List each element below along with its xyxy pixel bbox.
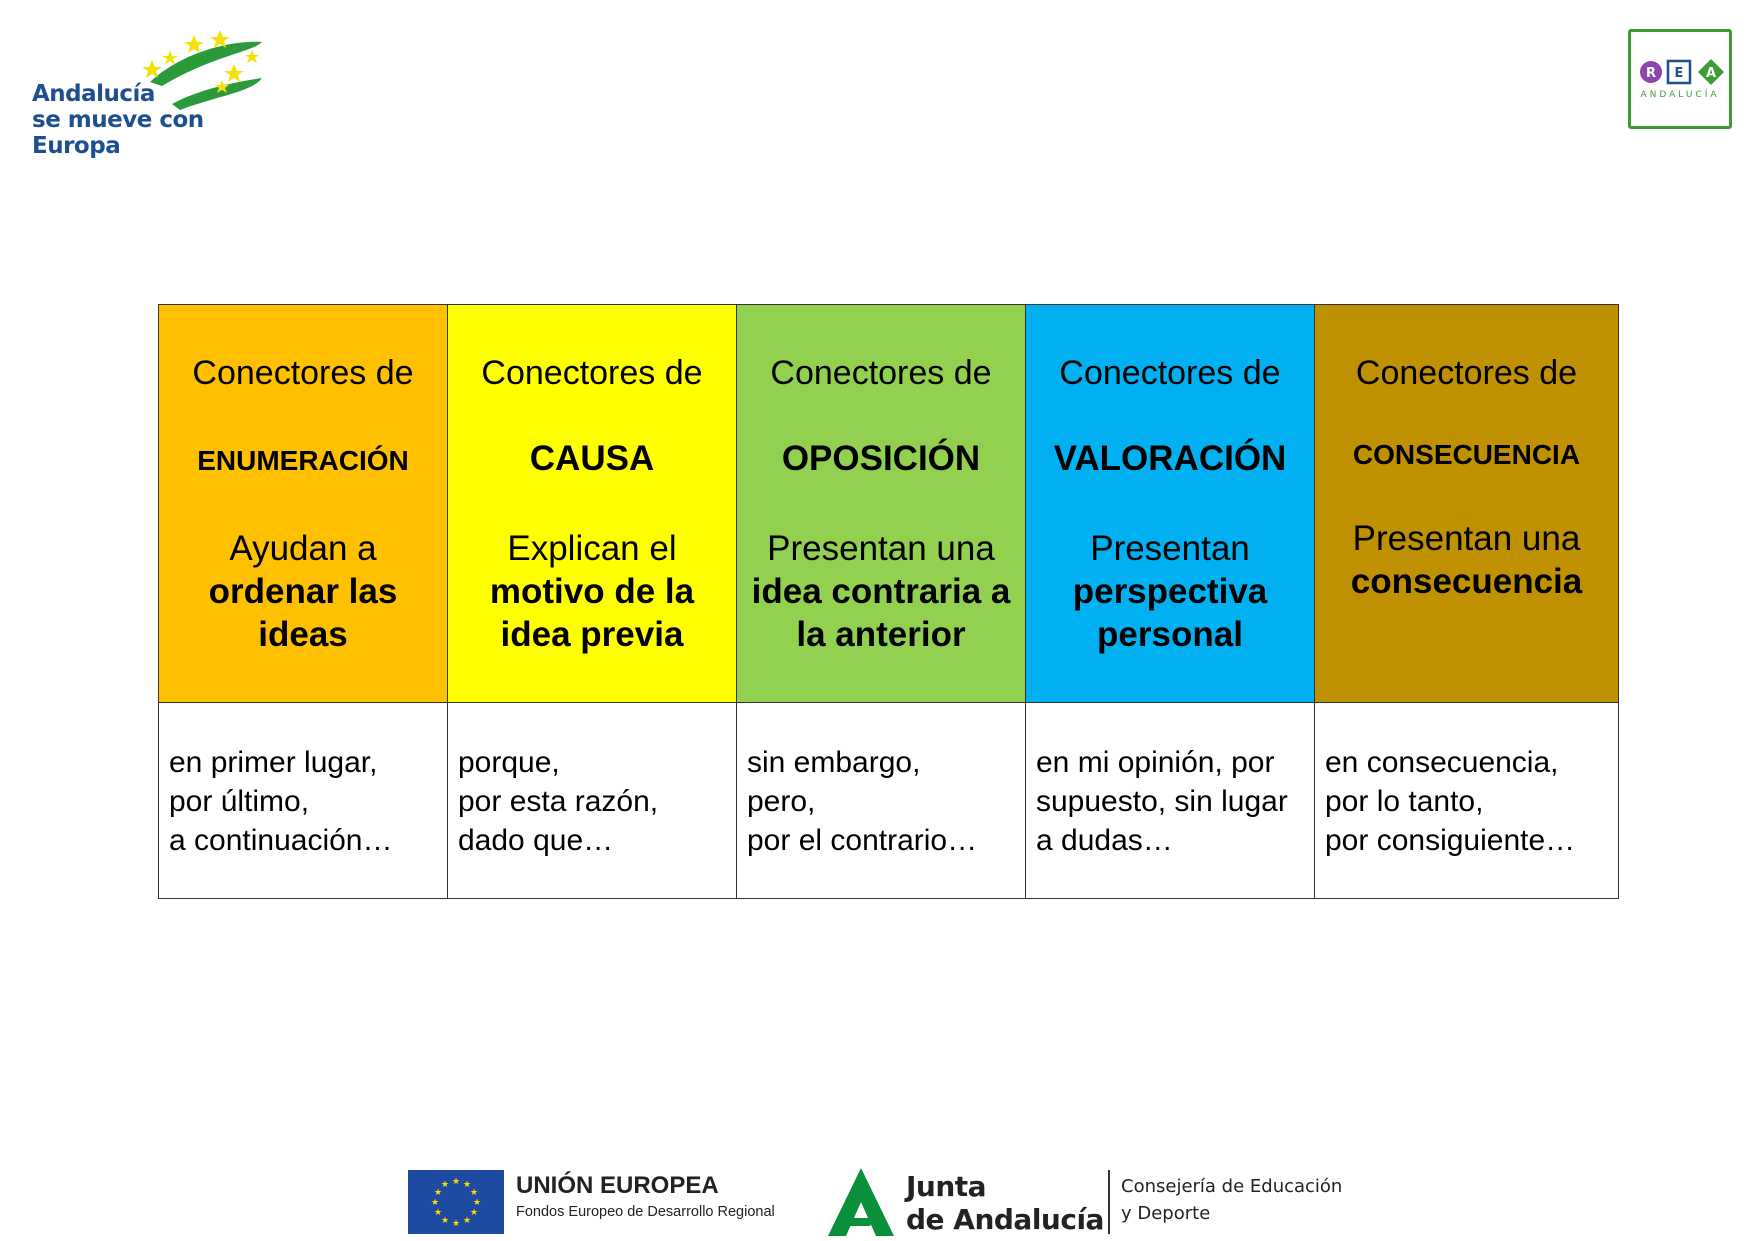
svg-text:★: ★ [472,1198,482,1208]
desc-plain: Presentan una [1352,519,1581,558]
svg-text:★: ★ [462,1180,472,1190]
desc-bold: ordenar las ideas [208,572,398,654]
cell-description [448,527,736,656]
examples-row [159,703,1619,899]
junta-line2: de Andalucía [906,1203,1104,1236]
examples-cell-consecuencia [1315,703,1619,899]
header-cell-enumeracion [159,305,448,703]
svg-text:★: ★ [462,1216,472,1226]
eu-flag-icon [408,1170,504,1234]
rea-letter-e: E [1674,66,1684,81]
desc-plain: Explican el [507,529,677,568]
examples-cell-valoracion [1026,703,1315,899]
svg-text:★: ★ [440,1180,450,1190]
cell-category: OPOSICIÓN [781,439,981,478]
consejeria-line1: Consejería de Educación [1121,1176,1343,1197]
cell-category: CONSECUENCIA [1352,439,1581,470]
cell-prefix: Conectores de [481,354,703,392]
examples-cell-enumeracion [159,703,448,899]
cell-prefix: Conectores de [1059,354,1281,392]
svg-text:★: ★ [469,1208,479,1218]
junta-logo-icon [826,1166,896,1238]
cell-prefix: Conectores de [192,354,414,392]
header-cell-causa [448,305,737,703]
desc-plain: Ayudan a [229,529,377,568]
svg-text:★: ★ [440,1216,450,1226]
desc-bold: consecuencia [1350,562,1583,601]
examples-cell-oposicion [737,703,1026,899]
cell-category: ENUMERACIÓN [197,445,409,476]
desc-plain: Presentan [1090,529,1250,568]
desc-bold: perspectiva personal [1072,572,1268,654]
footer-divider [1108,1170,1110,1234]
footer-logos [408,1166,1348,1238]
cell-description [737,527,1025,656]
svg-text:★: ★ [433,1208,443,1218]
cell-description [1026,527,1314,656]
rea-letter-a: A [1705,66,1717,81]
eu-subtitle: Fondos Europeo de Desarrollo Regional [516,1204,775,1220]
junta-line1: Junta [906,1170,987,1203]
svg-text:★: ★ [430,1198,440,1208]
rea-andalucia-logo [1628,29,1732,129]
logo-text-line1: Andalucía [32,81,155,107]
examples-text: en primer lugar, por último, a continuación… [169,746,393,857]
cell-description [1315,517,1618,603]
desc-bold: motivo de la idea previa [489,572,695,654]
desc-bold: idea contraria a la anterior [751,572,1011,654]
cell-category: CAUSA [529,439,655,478]
svg-text:★: ★ [451,1177,461,1187]
rea-letter-r: R [1645,66,1657,81]
svg-text:★: ★ [451,1219,461,1229]
examples-text: en consecuencia, por lo tanto, por consiguiente… [1325,746,1576,857]
header-cell-valoracion [1026,305,1315,703]
header-cell-oposicion [737,305,1026,703]
header-cell-consecuencia [1315,305,1619,703]
svg-text:★: ★ [469,1188,479,1198]
desc-plain: Presentan una [767,529,995,568]
andalucia-europa-logo [32,30,252,159]
cell-description [159,527,447,656]
cell-prefix: Conectores de [1355,354,1578,392]
connectors-table [158,304,1619,899]
cell-prefix: Conectores de [770,354,992,392]
consejeria-line2: y Deporte [1121,1203,1211,1224]
eu-title: UNIÓN EUROPEA [516,1172,719,1199]
examples-text: sin embargo, pero, por el contrario… [747,746,978,857]
examples-text: en mi opinión, por supuesto, sin lugar a dudas… [1036,746,1288,857]
svg-text:★: ★ [433,1188,443,1198]
cell-category: VALORACIÓN [1053,439,1287,478]
rea-subtitle: ANDALUCÍA [1640,90,1720,100]
examples-cell-causa [448,703,737,899]
header-row [159,305,1619,703]
examples-text: porque, por esta razón, dado que… [458,746,659,857]
logo-text-line2: se mueve con Europa [32,107,204,159]
